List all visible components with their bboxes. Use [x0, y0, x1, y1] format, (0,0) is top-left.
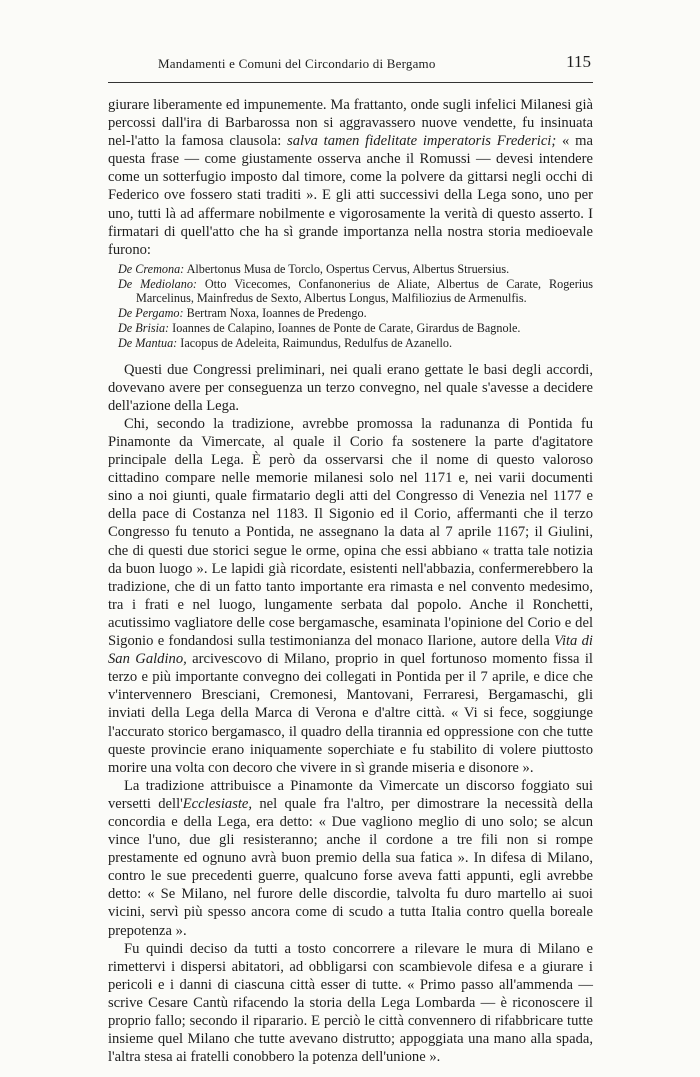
paragraph-2: Questi due Congressi preliminari, nei quali erano gettate le basi degli accordi, dovevano avere per conseguenza un terzo convegno, nel quale s'avesse a decidere dell'azione della Lega.: [108, 361, 593, 414]
paragraph-3-text-a: Chi, secondo la tradizione, avrebbe promossa la radunanza di Pontida fu Pinamonte da Vimercate, al quale il Corio fa sostenere la parte d'agitatore principale della Lega. È però da osservarsi che il nome di questo valoroso cittadino compare nelle memorie milanesi solo nel 1171 e, nei varii documenti sino a noi giunti, quale firmatario degli atti del Congresso di Venezia nel 1177 e della pace di Costanza nel 1183. Il Sigonio ed il Corio, affermanti che il terzo Congresso fu tenuto a Pontida, ne assegnano la data al 7 aprile 1167; il Giulini, che di questi due storici segue le orme, opina che essi abbiano « tratta tale notizia da buon luogo ». Le lapidi già ricordate, esistenti nell'abbazia, confermerebbero la tradizione, che di un fatto tanto importante era rimasta e nel convento medesimo, tra i frati e nel luogo, lungamente serbata dal popolo. Anche il Ronchetti, acutissimo vagliatore delle cose bergamasche, esaminata l'opinione del Corio e del Sigonio e fondandosi sulla testimonianza del monaco Ilarione, autore della: [108, 415, 593, 650]
signatory-entry: [108, 306, 593, 321]
paragraph-5: Fu quindi deciso da tutti a tosto concorrere a rilevare le mura di Milano e rimettervi i dispersi abitatori, ad obbligarsi con scambievole difesa e a giurare i pericoli e i danni di ciascuna città esser di tutte. « Primo passo all'ammenda — scrive Cesare Cantù rifacendo la storia della Lega Lombarda — è riconoscere il proprio fallo; secondo il riparario. E perciò le città convennero di rifabbricare tutte insieme quel Milano che tutte avevano distrutto; appoggiata una mano alla spada, l'altra stesa ai fratelli conobbero la potenza dell'unione ».: [108, 940, 593, 1066]
paragraph-3-text-c: arcivescovo di Milano, proprio in quel fortunoso momento fissa il terzo e più importante convegno dei collegati in Pontida per il 7 aprile, e dice che v'intervennero Bresciani, Cremonesi, Mantovani, Ferraresi, Bergamaschi, gli inviati della Lega della Marca di Verona e d'altre città. « Vi si fece, soggiunge l'accurato storico bergamasco, il quadro della tirannia ed oppressione con che tutte queste provincie erano iniquamente soperchiate e fu stabilito di volere piuttosto morire una volta con decoro che vivere in sì grande miseria e disonore ».: [108, 651, 593, 776]
signatory-entry: [108, 277, 593, 307]
signatory-city: De Mantua:: [118, 335, 178, 350]
paragraph-1-text-a: giurare liberamente ed impunemente. Ma frattanto, onde sugli infelici Milanesi già percossi dall'ira di Barbarossa non si aggravassero nuove vendette, fu insinuata nel-l'atto la famosa clausola:: [108, 97, 593, 150]
signatory-names: Albertonus Musa de Torclo, Ospertus Cervus, Albertus Struersius.: [184, 261, 510, 276]
paragraph-1: [108, 96, 593, 259]
running-head: [108, 54, 593, 74]
signatory-city: De Cremona:: [118, 261, 185, 276]
signatory-city: De Pergamo:: [118, 306, 184, 321]
signatory-names: Iacopus de Adeleita, Raimundus, Redulfus de Azanello.: [177, 335, 453, 350]
signatory-names: Ioannes de Calapino, Ioannes de Ponte de Carate, Girardus de Bagnole.: [169, 321, 521, 336]
header-rule: [108, 82, 593, 83]
book-title-ecclesiaste: Ecclesiaste,: [182, 795, 253, 812]
signatory-entry: [108, 336, 593, 351]
running-title: Mandamenti e Comuni del Circondario di Bergamo: [158, 56, 436, 71]
paragraph-1-text-c: « ma questa frase — come giustamente osserva anche il Romussi — devesi intendere come un sotterfugio imposto dal timore, come la polvere da gittarsi negli occhi di Federico ove fossero stati traditi ». E gli atti successivi della Lega sono, uno per uno, tutti là ad affermare nobilmente e vigorosamente la verità di questo asserto. I firmatari di quell'atto che ha sì grande importanza nella nostra storia medioevale furono:: [108, 133, 593, 258]
signatory-city: De Brisia:: [118, 321, 170, 336]
latin-clause: salva tamen fidelitate imperatoris Frederici;: [287, 133, 557, 150]
paragraph-4-text-a: La tradizione attribuisce a Pinamonte da Vimercate un discorso foggiato sui versetti dell': [108, 777, 593, 812]
signatory-names: Otto Vicecomes, Confanonerius de Aliate, Albertus de Carate, Rogerius Marcelinus, Mainfredus de Sexto, Albertus Longus, Malfiliozius de Armenulfis.: [136, 276, 593, 306]
signatory-city: De Mediolano:: [118, 276, 197, 291]
page-number: 115: [566, 52, 591, 71]
paragraph-3: [108, 415, 593, 777]
body-text: [108, 96, 593, 1066]
signatory-entry: [108, 262, 593, 277]
signatory-entry: [108, 321, 593, 336]
signatory-names: Bertram Noxa, Ioannes de Predengo.: [183, 306, 367, 321]
paragraph-4-text-c: nel quale fra l'altro, per dimostrare la necessità della concordia e della Lega, era detto: « Due vagliono meglio di uno solo; se alcun vince l'uno, due gli resisteranno; anche il cordone a tre fili non si rompe prestamente ed ognuno avrà buon premio della sua fatica ». In difesa di Milano, contro le sue precedenti guerre, qualcuno forse aveva fatti appunti, egli avrebbe detto: « Se Milano, nel furore delle discordie, talvolta fu duro martello ai suoi vicini, servì più spesso ancora come di scudo a tutta Italia contro quella boreale prepotenza ».: [108, 795, 593, 939]
book-title-vita: Vita di San Galdino,: [108, 633, 593, 668]
paragraph-4: [108, 777, 593, 940]
signatories-list: [108, 262, 593, 351]
